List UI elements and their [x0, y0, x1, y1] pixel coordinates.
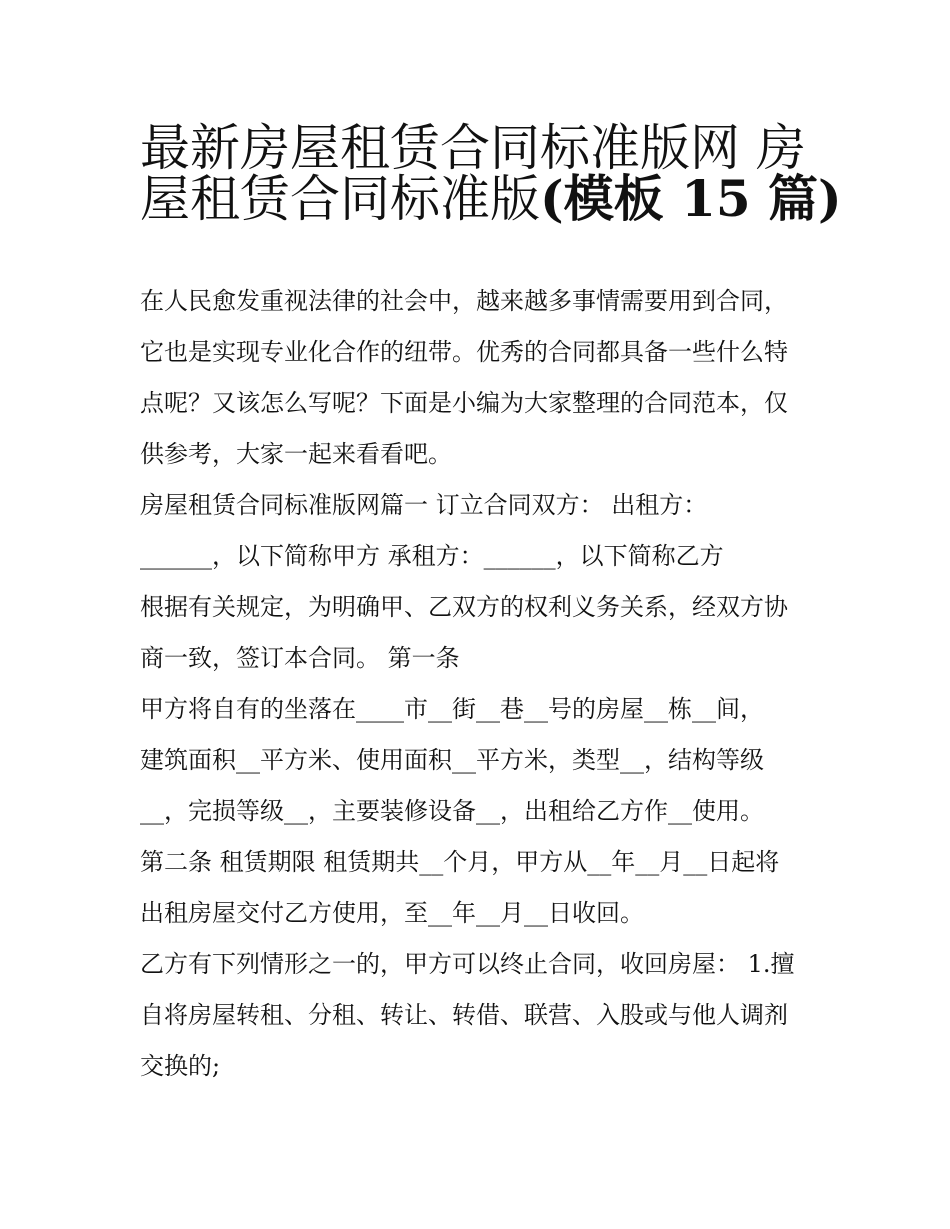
- body-line: 甲方将自有的坐落在____市__街__巷__号的房屋__栋__间，: [140, 695, 764, 723]
- body-line: 它也是实现专业化合作的纽带。优秀的合同都具备一些什么特: [140, 338, 788, 366]
- body-line: 在人民愈发重视法律的社会中，越来越多事情需要用到合同，: [140, 287, 788, 315]
- body-line: 出租房屋交付乙方使用，至__年__月__日收回。: [140, 899, 644, 927]
- body-line: 商一致，签订本合同。 第一条: [140, 644, 460, 672]
- body-line: 自将房屋转租、分租、转让、转借、联营、入股或与他人调剂: [140, 1001, 788, 1029]
- title-line-2-bold: (模板 15 篇): [540, 169, 842, 228]
- body-line: __，完损等级__，主要装修设备__，出租给乙方作__使用。: [140, 797, 764, 825]
- title-line-1: 最新房屋租赁合同标准版网 房: [140, 119, 806, 177]
- body-line: ______，以下简称甲方 承租方：______，以下简称乙方: [140, 542, 724, 570]
- body-line: 房屋租赁合同标准版网篇一 订立合同双方： 出租方：: [140, 491, 708, 519]
- body-line: 点呢？又该怎么写呢？下面是小编为大家整理的合同范本，仅: [140, 389, 788, 417]
- document-body: [140, 276, 820, 1092]
- title-line-2-text: 屋租赁合同标准版: [140, 170, 540, 228]
- body-line: 交换的;: [140, 1052, 221, 1080]
- document-title: [140, 112, 842, 228]
- body-line: 乙方有下列情形之一的，甲方可以终止合同，收回房屋： 1.擅: [140, 950, 795, 978]
- body-line: 第二条 租赁期限 租赁期共__个月，甲方从__年__月__日起将: [140, 848, 780, 876]
- body-line: 供参考，大家一起来看看吧。: [140, 440, 452, 468]
- body-line: 根据有关规定，为明确甲、乙双方的权利义务关系，经双方协: [140, 593, 788, 621]
- title-line-2: [140, 163, 842, 228]
- body-line: 建筑面积__平方米、使用面积__平方米，类型__，结构等级: [140, 746, 764, 774]
